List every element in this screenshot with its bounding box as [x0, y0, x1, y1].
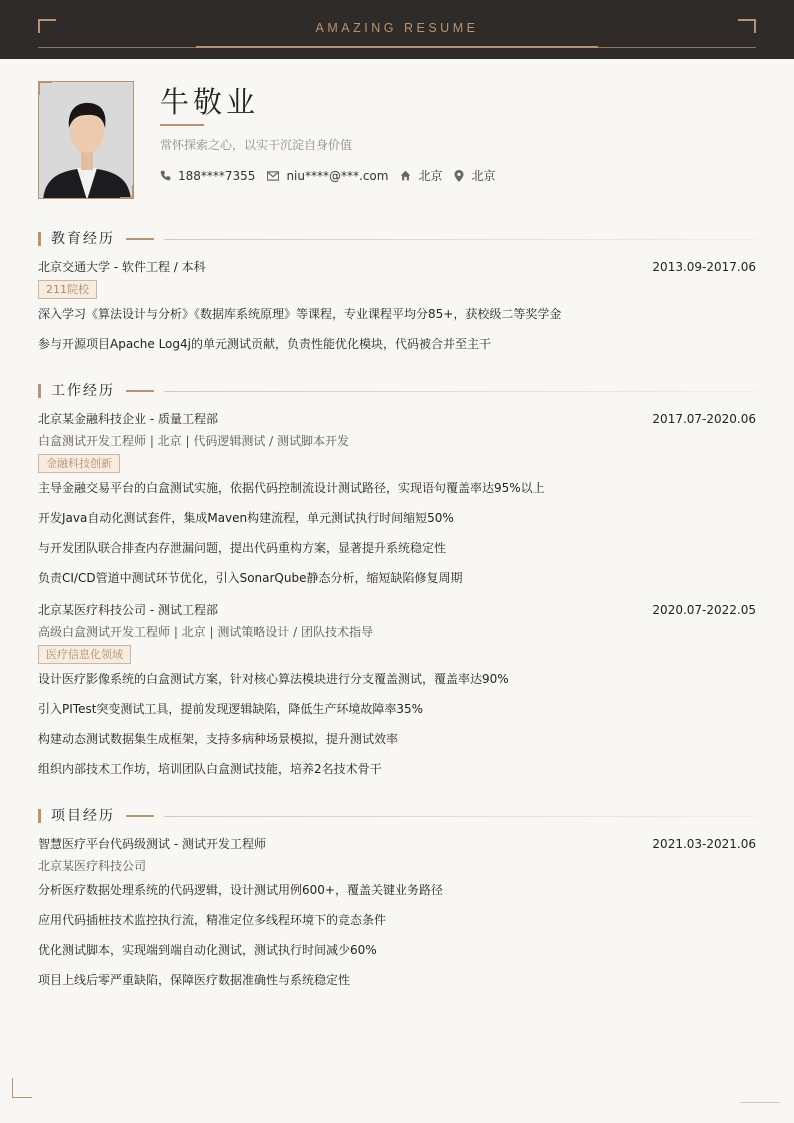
contact-email: [267, 169, 388, 183]
work-date: 2020.07-2022.05: [652, 603, 756, 617]
email-address: niu****@***.com: [286, 168, 389, 183]
project-subtitle: 北京某医疗科技公司: [38, 859, 147, 873]
work-bullet: 主导金融交易平台的白盒测试实施，依据代码控制流设计测试路径，实现语句覆盖率达95%以上: [38, 481, 545, 495]
work-bullet: 引入PITest突变测试工具，提前发现逻辑缺陷，降低生产环境故障率35%: [38, 702, 424, 716]
name-underline: [160, 124, 204, 126]
work-bullet: 负责CI/CD管道中测试环节优化，引入SonarQube静态分析，缩短缺陷修复周期: [38, 571, 463, 585]
avatar-portrait: [39, 82, 134, 199]
home-icon: [400, 170, 411, 181]
candidate-name: 牛敬业: [160, 85, 260, 119]
contact-home: [400, 167, 442, 184]
project-heading: 智慧医疗平台代码级测试 - 测试开发工程师: [38, 837, 266, 851]
header-rule-accent: [196, 46, 598, 48]
work-heading-row: [38, 602, 756, 618]
motto: 常怀探索之心，以实干沉淀自身价值: [160, 138, 353, 152]
project-bullet: 优化测试脚本，实现端到端自动化测试，测试执行时间减少60%: [38, 943, 377, 957]
work-heading: 北京某医疗科技公司 - 测试工程部: [38, 603, 218, 617]
contact-location: [454, 167, 495, 184]
work-bullet: 组织内部技术工作坊，培训团队白盒测试技能，培养2名技术骨干: [38, 762, 382, 776]
section-projects: [38, 807, 756, 825]
corner-ornament-bottom-left: [12, 1078, 32, 1098]
project-bullet: 应用代码插桩技术监控执行流，精准定位多线程环境下的竞态条件: [38, 913, 387, 927]
section-title: 工作经历: [51, 383, 115, 399]
work-tag: 医疗信息化领域: [38, 645, 131, 664]
phone-number: 188****7355: [178, 168, 256, 183]
section-title: 教育经历: [51, 231, 115, 247]
work-subtitle: 白盒测试开发工程师 | 北京 | 代码逻辑测试 / 测试脚本开发: [38, 434, 350, 448]
education-tag: 211院校: [38, 280, 97, 299]
work-heading-row: [38, 411, 756, 427]
section-title: 项目经历: [51, 808, 115, 824]
profile-photo: [38, 81, 134, 199]
work-tag: 金融科技创新: [38, 454, 120, 473]
education-bullet: 深入学习《算法设计与分析》《数据库系统原理》等课程，专业课程平均分85+，获校级二等奖学金: [38, 307, 562, 321]
work-heading: 北京某金融科技企业 - 质量工程部: [38, 412, 218, 426]
work-bullet: 开发Java自动化测试套件，集成Maven构建流程，单元测试执行时间缩短50%: [38, 511, 454, 525]
work-subtitle: 高级白盒测试开发工程师 | 北京 | 测试策略设计 / 团队技术指导: [38, 625, 374, 639]
corner-ornament-bottom-right: [740, 1102, 780, 1103]
project-bullet: 项目上线后零严重缺陷，保障医疗数据准确性与系统稳定性: [38, 973, 351, 987]
work-date: 2017.07-2020.06: [652, 412, 756, 426]
email-icon: [267, 171, 279, 181]
project-bullet: 分析医疗数据处理系统的代码逻辑，设计测试用例600+，覆盖关键业务路径: [38, 883, 443, 897]
phone-icon: [160, 170, 171, 181]
education-heading-row: [38, 259, 756, 275]
home-city: 北京: [418, 169, 443, 183]
education-date: 2013.09-2017.06: [652, 260, 756, 274]
education-bullet: 参与开源项目Apache Log4j的单元测试贡献，负责性能优化模块，代码被合并至主干: [38, 337, 491, 351]
work-bullet: 设计医疗影像系统的白盒测试方案，针对核心算法模块进行分支覆盖测试，覆盖率达90%: [38, 672, 509, 686]
project-date: 2021.03-2021.06: [652, 837, 756, 851]
location-city: 北京: [471, 169, 496, 183]
location-icon: [454, 170, 464, 182]
contact-phone: [160, 169, 255, 183]
project-heading-row: [38, 836, 756, 852]
contact-info: [160, 167, 507, 184]
header-bar: [0, 0, 794, 59]
education-heading: 北京交通大学 - 软件工程 / 本科: [38, 260, 206, 274]
header-title: AMAZING RESUME: [315, 21, 479, 35]
work-bullet: 与开发团队联合排查内存泄漏问题，提出代码重构方案，显著提升系统稳定性: [38, 541, 447, 555]
work-bullet: 构建动态测试数据集生成框架，支持多病种场景模拟，提升测试效率: [38, 732, 399, 746]
section-work: [38, 382, 756, 400]
section-education: [38, 230, 756, 248]
